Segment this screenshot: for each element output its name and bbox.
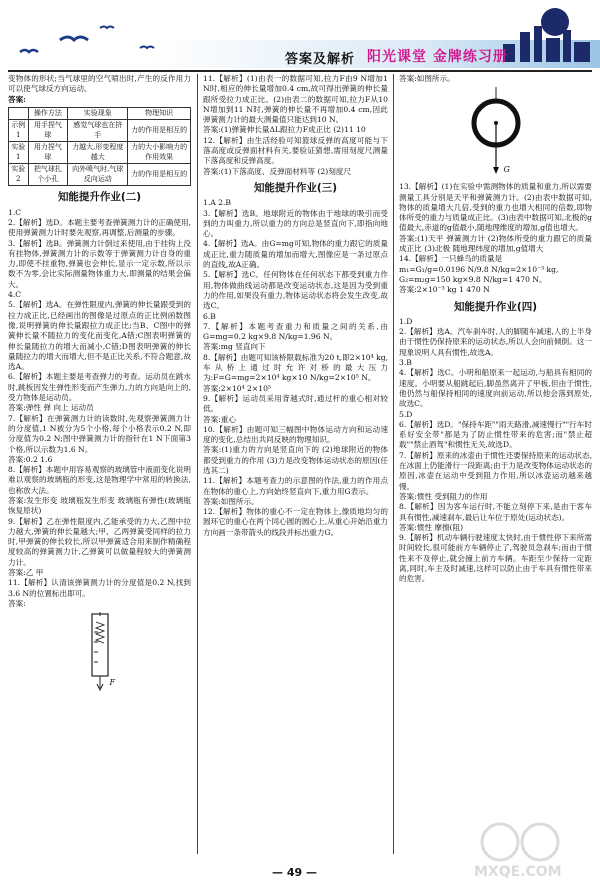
answer-item: 1.C (8, 207, 22, 217)
table-cell: 实验1 (9, 142, 29, 164)
table-cell: 力的作用是相互的 (128, 164, 191, 186)
answer-item: 答案:发生形变 玻璃瓶发生形变 玻璃瓶有弹性(玻璃瓶恢复原状) (8, 496, 191, 516)
answer-item: 14.【解析】一只蜂鸟的质量是 (399, 254, 503, 264)
answer-item: 答案:弹性 弹 向上 运动员 (8, 403, 94, 413)
answer-item: 6.【解析】本题主要是考查弹力的考查。运动员在跳水时,跳板因发生弹性形变而产生弹力,力的方向是向上的,受力物体是运动员。 (8, 372, 191, 403)
answer-item: 7.【解析】本题考查重力和质量之间的关系,由G=mg=0.2 kg×9.8 N/kg=1.96 N。 (203, 321, 388, 342)
watermark-text: MXQE.COM (474, 864, 562, 880)
answer-item: 答案:(1)弹簧伸长量ΔL跟拉力F成正比 (2)11 10 (203, 125, 366, 135)
answer-item: 6.B (203, 311, 216, 321)
answer-item: 答案:惯性 摩擦(阻) (399, 522, 464, 532)
header-brand: 阳光课堂 金牌练习册 (367, 49, 508, 65)
answer-list (203, 74, 388, 177)
answer-list (8, 208, 191, 610)
table-row (9, 120, 191, 142)
answer-item: 答案:惯性 受到阻力的作用 (399, 491, 488, 501)
answer-item: 12.【解析】由生活经验可知篮球反弹的高度可能与下落高度或反弹面材料有关,要验证猜想,需用刻度尺测量下落高度和反弹高度。 (203, 135, 388, 166)
header-rule (8, 70, 592, 72)
section-title: 知能提升作业(二) (57, 191, 142, 204)
answer-item: 3.B (399, 358, 412, 368)
answer-item: 10.【解析】由题可知三幅图中物体运动方向和运动速度的变化,总结出共同反映的物理知识。 (203, 424, 388, 445)
answer-item: 5.【解析】选C。任何物体在任何状态下都受到重力作用,物体做曲线运动都是改变运动状态,这是因为受到重力的作用,如果没有重力,物体运动状态将会发生改变,故选C。 (203, 270, 388, 311)
answer-item: 5.D (399, 409, 413, 419)
answer-item: 4.C (8, 290, 22, 300)
table-header-row (9, 107, 191, 120)
answer-item: 8.【解析】由题可知该桥限载标准为20 t,即2×10⁴ kg,车从桥上通过时允许对桥的最大压力为:F=G=mg=2×10⁴ kg×10 N/kg=2×10⁵ N。 (203, 352, 388, 383)
column-divider (393, 74, 394, 854)
answer-list (203, 198, 388, 538)
table-cell: 用力捏气球 (28, 142, 68, 164)
column-middle (203, 74, 388, 538)
answer-item: 答案:(1)下落高度、反弹面材料等 (2)刻度尺 (203, 166, 351, 176)
page-header (0, 0, 600, 68)
table-cell: 力的作用是相互的 (128, 120, 191, 142)
spring-scale-figure (70, 612, 130, 692)
table-cell (9, 107, 29, 120)
answer-item: 答案:如图所示。 (203, 496, 259, 506)
table-cell: 实验现象 (68, 107, 128, 120)
answer-item: 答案:重心 (203, 414, 236, 424)
table-cell: 用手捏气球 (28, 120, 68, 142)
answer-item: 6.【解析】选D。"保持车距""雨天路滑,减速慢行""行车时系好安全带"都是为了防止惯性带来的危害;而"禁止超载""禁止酒驾"和惯性无关,故选D。 (399, 419, 592, 450)
answer-item: 13.【解析】(1)在实验中需测物体的质量和重力,所以需要测量工具分别是天平和弹簧测力计。(2)由表中数据可知,物体的质量增大几倍,受到的重力也增大相同的倍数,即物体所受的重力与质量成正比。(3)由表中数据可知,北极的g值最大,赤道的g值最小,随地理维度的增加,g值也增大。 (399, 182, 592, 233)
answer-item: 8.【解析】本题中用容易观察的玻璃管中液面变化说明难以观察的玻璃瓶的形变,这是物理学中常用的转换法,也称放大法。 (8, 465, 191, 495)
force-label: F (109, 678, 116, 688)
answer-item: 4.【解析】选A。由G=mg可知,物体的重力跟它的质量成正比,重力随质量的增加而增大,图像应是一条过原点的直线,故A正确。 (203, 239, 388, 270)
answer-item: 答案: (8, 598, 26, 608)
answer-item: 2.【解析】选A。汽车刹车时,人的脚随车减速,人的上半身由于惯性仍保持原来的运动状态,所以人会向前倾倒。这一现象说明人具有惯性,故选A。 (399, 327, 592, 357)
answer-item: 11.【解析】(1)由表一的数据可知,拉力F由9 N增加1 N时,相应的伸长量增加0.4 cm,故可得出弹簧的伸长量跟所受拉力成正比。(2)由表二的数据可知,拉力F从10 N增加到11 N时,弹簧的伸长量不再增加0.4 cm,因此弹簧测力计的最大测量值只能达到10 N。 (203, 74, 388, 125)
answer-item: 7.【解析】原来的冰壶由于惯性还要保持原来的运动状态,在冰面上仍能滑行一段距离;由于力是改变物体运动状态的原因,冰壶在运动中受到阻力作用,所以冰壶运动越来越慢。 (399, 450, 592, 491)
experiment-table (8, 107, 191, 187)
ring-gravity-figure (456, 87, 536, 179)
answer-item: 答案:(1)重力的方向是竖直向下的 (2)地球附近的物体都受到重力的作用 (3)力是改变物体运动状态的原因(任选其二) (203, 445, 388, 475)
watermark-logo (470, 820, 585, 880)
page-number: — 49 — (272, 866, 317, 879)
answer-item: 1.D (399, 316, 413, 326)
answer-item: 答案:乙 甲 (8, 568, 44, 578)
answer-item: 3.【解析】选B。地球附近的物体由于地球的吸引而受到的力叫重力,所以重力的方向总是竖直向下,即指向地心。 (203, 208, 388, 239)
answer-item: 答案:2×10⁻³ kg 1 470 N (399, 285, 490, 295)
answer-item: 7.【解析】在弹簧测力计的读数时,先观察弹簧测力计的分度值,1 N被分为5个小格,每个小格表示0.2 N,即分度值为0.2 N;图中弹簧测力计的指针在1 N下面第3个格,所以示数为1.6 N。 (8, 413, 191, 454)
answer-item: 5.【解析】选A。在弹性限度内,弹簧的伸长量跟受到的拉力成正比,已经画出的图像是过原点的正比例函数图像,说明弹簧的伸长量跟拉力成正比;当B、C图中的弹簧伸长量不随拉力的变化而变化,A错;C图表明弹簧的伸长量随拉力的增大而减小,C错;D图表明弹簧的伸长量随拉力的增大而增大,但不是正比关系,不符合题意,故选A。 (8, 300, 191, 372)
answer-item: 答案:0.2 1.6 (8, 454, 53, 464)
answer-item: 8.【解析】因为客车运行时,不能立刻停下来,是由于客车具有惯性,减速刹车,最后让车位于原处(运动状态)。 (399, 502, 592, 522)
ring-diagram-icon (456, 87, 536, 179)
section-title: 知能提升作业(四) (453, 300, 538, 313)
table-cell: 力的大小影响力的作用效果 (128, 142, 191, 164)
answer-item: 9.【解析】机动车辆行驶速度太快时,由于惯性停下来所需时间较长,很可能前方车辆停止了,驾驶员急刹车;而由于惯性来不及停止,就会撞上前方车辆。车距至少保持一定距离,同时,车主及时减速,这样可以防止由于车具有惯性带来的危害。 (399, 533, 592, 584)
table-cell: 操作方法 (28, 107, 68, 120)
answer-list (399, 317, 592, 585)
column-divider (197, 74, 198, 854)
answer-item: 2.【解析】选D。本题主要考查弹簧测力计的正确使用,使用弹簧测力计时要先观察,再调整,后测量的步骤。 (8, 217, 191, 238)
answer-label: 答案: (8, 94, 26, 104)
table-row (9, 142, 191, 164)
table-cell: 实验2 (9, 164, 29, 186)
answer-item: 1.A 2.B (203, 198, 231, 208)
answer-item: 4.【解析】选C。小明和船原来一起运动,与船具有相同的速度。小明要从船跳起后,脚虽然离开了甲板,但由于惯性,他仍然与船保持相同的速度向前运动,所以他会落到原处,故选C。 (399, 368, 592, 409)
intro-text: 变物体的形状;当气球里的空气喷出时,产生的反作用力可以使气球反方向运动。 (8, 74, 191, 94)
table-cell: 把气球扎个小孔 (28, 164, 68, 186)
table-cell: 力越大,形变程度越大 (68, 142, 128, 164)
answer-item: 11.【解析】认清该弹簧测力计的分度值是0.2 N,找到3.6 N的位置标出即可。 (8, 578, 191, 598)
section-title: 知能提升作业(三) (253, 181, 338, 194)
header-title: 答案及解析 (285, 52, 356, 67)
answer-item: G₂=m₂g=150 kg×9.8 N/kg=1 470 N。 (399, 274, 547, 284)
table-cell: 向外喷气时,气球反向运动 (68, 164, 128, 186)
answer-item: 3.【解析】选B。弹簧测力计倒过来使用,由于挂钩上没有挂物体,弹簧测力计的示数等于弹簧测力计自身的重力,即使不挂重物,弹簧也会伸长,显示一定示数,所以示数不为零,会比实际测量物体重力大,即测量的结果会偏大。 (8, 238, 191, 289)
spring-scale-icon (70, 612, 130, 692)
column-left (8, 74, 191, 695)
answer-item: 12.【解析】物体的重心不一定在物体上,像质地均匀的圆环它的重心在两个同心圆的圆心上,从重心开始沿重力方向画一条带箭头的线段并标出重力G。 (203, 507, 388, 537)
answer-item: m₁=G₁/g=0.0196 N/9.8 N/kg=2×10⁻³ kg, (399, 264, 559, 274)
table-cell: 示例1 (9, 120, 29, 142)
gravity-label: G (503, 165, 510, 175)
table-row (9, 164, 191, 186)
column-right (399, 74, 592, 585)
answer-text: 答案:如图所示。 (399, 74, 455, 83)
answer-item: 答案:2×10⁴ 2×10⁵ (203, 383, 271, 393)
table-cell: 物理知识 (128, 107, 191, 120)
answer-item: 9.【解析】乙在弹性限度内,乙能承受的力大,乙图中拉力越大,弹簧的伸长量越大;甲、乙两弹簧受同样的拉力时,甲弹簧的伸长较长,所以甲弹簧适合用来制作精确程度较高的弹簧测力计,乙弹簧可以做量程较大的弹簧测力计。 (8, 516, 191, 567)
answer-list (399, 182, 592, 295)
answer-item: 11.【解析】本题考查力的示意图的作法,重力的作用点在物体的重心上,方向始终竖直向下,重力用G表示。 (203, 476, 388, 496)
answer-item: 9.【解析】运动员采用背越式时,通过杆的重心相对较低。 (203, 393, 388, 414)
answer-item: 答案:(1)天平 弹簧测力计 (2)物体所受的重力跟它的质量成正比 (3)北极 随地理纬度的增加,g值增大 (399, 233, 592, 254)
answer-item: 答案:mg 竖直向下 (203, 342, 266, 352)
table-cell: 感觉气球也在挤手 (68, 120, 128, 142)
